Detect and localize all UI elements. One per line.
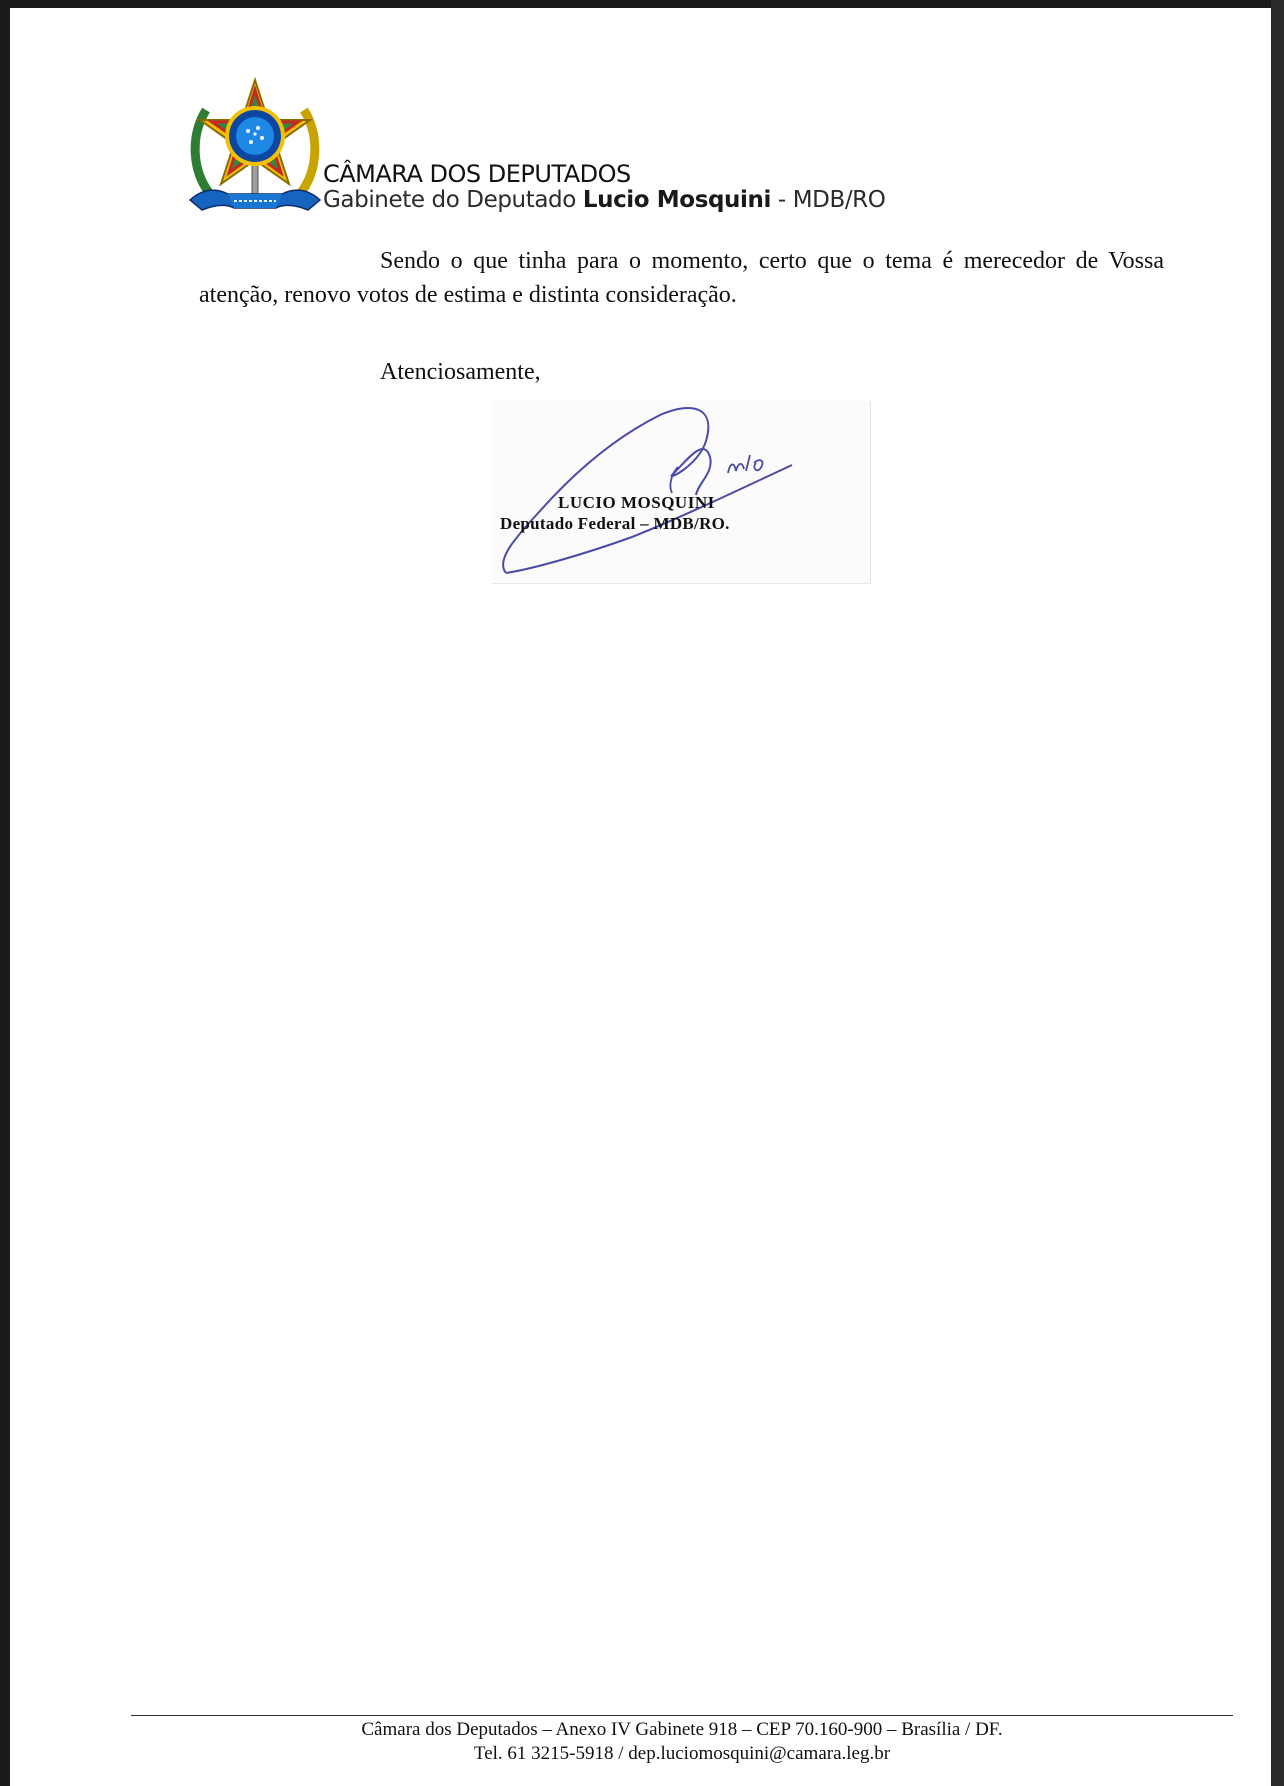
chamber-title: CÂMARA DOS DEPUTADOS xyxy=(323,160,631,188)
brazil-coat-of-arms-icon xyxy=(188,76,322,216)
letterhead xyxy=(188,76,968,226)
footer xyxy=(131,1718,1233,1766)
signer-role: Deputado Federal – MDB/RO. xyxy=(500,514,730,533)
deputy-name: Lucio Mosquini xyxy=(582,187,771,213)
document-page xyxy=(10,8,1271,1786)
footer-address: Câmara dos Deputados – Anexo IV Gabinete 918 – CEP 70.160-900 – Brasília / DF. xyxy=(361,1719,1003,1740)
letter-body: Sendo o que tinha para o momento, certo que o tema é merecedor de Vossa atenção, renovo votos de estima e distinta consideração. xyxy=(199,248,1164,308)
signature-block xyxy=(492,401,871,584)
footer-divider xyxy=(131,1715,1233,1716)
signer-name: LUCIO MOSQUINI xyxy=(558,493,715,512)
cabinet-line xyxy=(323,187,885,213)
cabinet-prefix: Gabinete do Deputado xyxy=(323,187,583,213)
scan-edge-shadow xyxy=(1271,0,1284,1786)
handwritten-signature xyxy=(492,401,870,583)
party-suffix: - MDB/RO xyxy=(770,187,886,213)
closing-salutation: Atenciosamente, xyxy=(380,359,541,385)
footer-contact: Tel. 61 3215-5918 / dep.luciomosquini@camara.leg.br xyxy=(473,1743,891,1764)
